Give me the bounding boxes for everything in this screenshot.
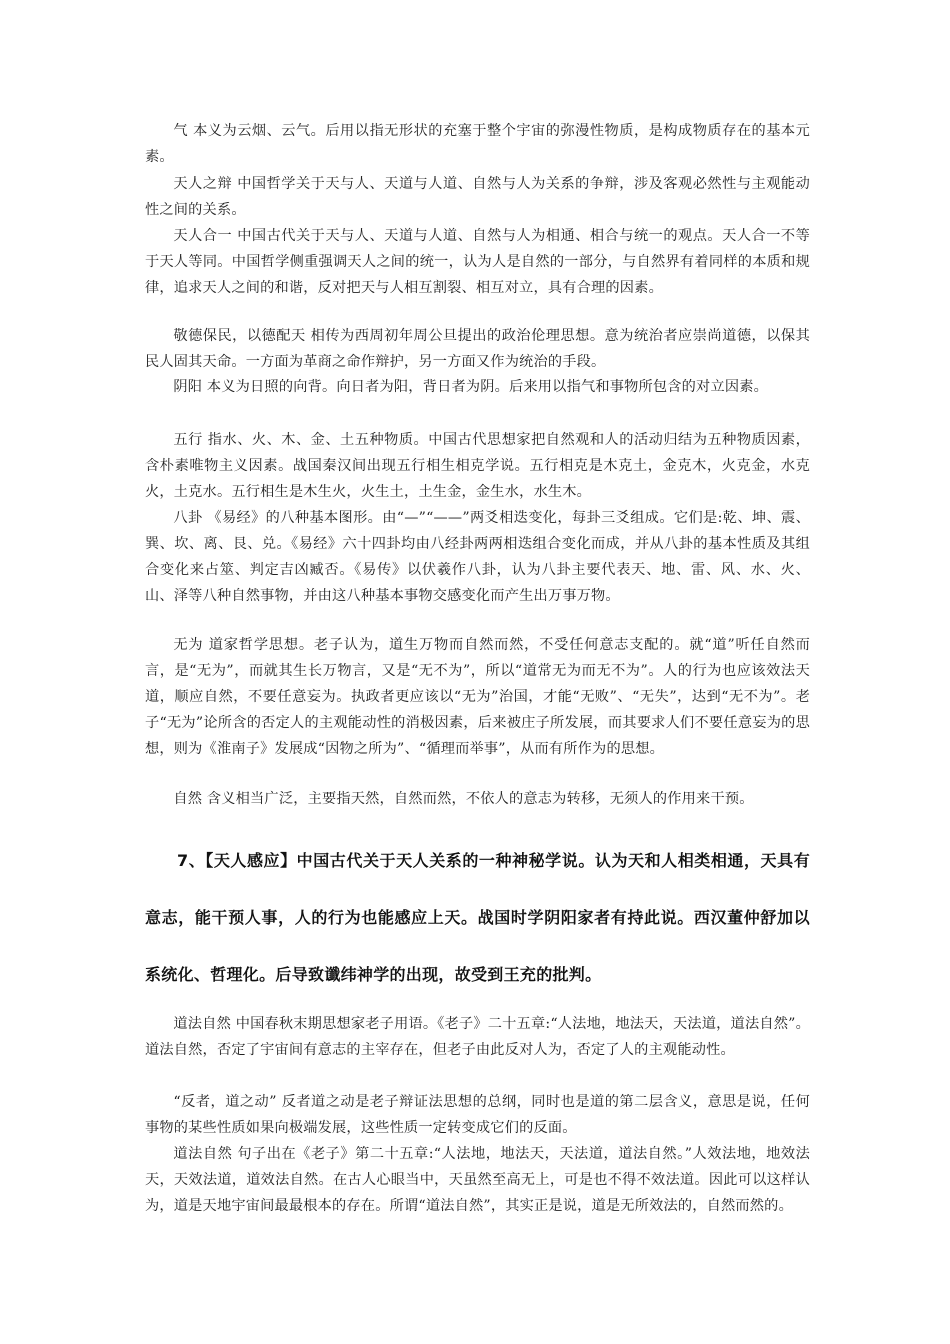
paragraph-wuxing: 五行 指水、火、木、金、土五种物质。中国古代思想家把自然观和人的活动归结为五种物质因素，含朴素唯物主义因素。战国秦汉间出现五行相生相克学说。五行相克是木克土，金克木，火克金，水克火，土克水。五行相生是木生火，火生土，土生金，金生水，水生木。	[145, 432, 810, 500]
paragraph-yinyang: 阴阳 本义为日照的向背。向日者为阳，背日者为阴。后来用以指气和事物所包含的对立因素。	[173, 379, 768, 395]
paragraph-daofa-ziran-2: 道法自然 句子出在《老子》第二十五章:“人法地，地法天，天法道，道法自然。”人效法地，地效法天，天效法道，道效法自然。在古人心眼当中，天虽然至高无上，可是也不得不效法道。因此可以这样认为，道是天地宇宙间最最根本的存在。所谓“道法自然”，其实正是说，道是无所效法的，自然而然的。	[145, 1146, 810, 1214]
paragraph-ziran: 自然 含义相当广泛，主要指天然，自然而然，不依人的意志为转移，无须人的作用来干预。	[173, 791, 754, 807]
paragraph-fanzhe-daozhidong: “反者，道之动” 反者道之动是老子辩证法思想的总纲，同时也是道的第二层含义，意思是说，任何事物的某些性质如果向极端发展，这些性质一定转变成它们的反面。	[145, 1094, 810, 1136]
paragraph-wuwei: 无为 道家哲学思想。老子认为，道生万物而自然而然，不受任何意志支配的。就“道”听任自然而言，是“无为”，而就其生长万物言，又是“无不为”，所以“道常无为而无不为”。人的行为也应该效法天道，顺应自然，不要任意妄为。执政者更应该以“无为”治国，才能“无败”、“无失”，达到“无不为”。老子“无为”论所含的否定人的主观能动性的消极因素，后来被庄子所发展，而其要求人们不要任意妄为的思想，则为《淮南子》发展成“因物之所为”、“循理而举事”，从而有所作为的思想。	[145, 637, 810, 757]
paragraph-bagua: 八卦 《易经》的八种基本图形。由“—”“——”两爻相迭变化，每卦三爻组成。它们是:乾、坤、震、巽、坎、离、艮、兑。《易经》六十四卦均由八经卦两两相迭组合变化而成，并从八卦的基本性质及其组合变化来占筮、判定吉凶臧否。《易传》以伏羲作八卦，认为八卦主要代表天、地、雷、风、水、火、山、泽等八种自然事物，并由这八种基本事物交感变化而产生出万事万物。	[145, 510, 810, 604]
paragraph-tianren-heyi: 天人合一 中国古代关于天与人、天道与人道、自然与人为相通、相合与统一的观点。天人合一不等于天人等同。中国哲学侧重强调天人之间的统一，认为人是自然的一部分，与自然界有着同样的本质和规律，追求天人之间的和谐，反对把天与人相互割裂、相互对立，具有合理的因素。	[145, 228, 810, 296]
paragraph-qi: 气 本义为云烟、云气。后用以指无形状的充塞于整个宇宙的弥漫性物质，是构成物质存在的基本元素。	[145, 123, 810, 165]
paragraph-daofa-ziran: 道法自然 中国春秋末期思想家老子用语。《老子》二十五章:“人法地，地法天，天法道，道法自然”。道法自然，否定了宇宙间有意志的主宰存在，但老子由此反对人为，否定了人的主观能动性。	[145, 1016, 810, 1058]
heading-tianren-ganying: 7、【天人感应】中国古代关于天人关系的一种神秘学说。认为天和人相类相通，天具有意志，能干预人事，人的行为也能感应上天。战国时学阴阳家者有持此说。西汉董仲舒加以系统化、哲理化。后导致谶纬神学的出现，故受到王充的批判。	[145, 851, 810, 984]
paragraph-jingde-baomin: 敬德保民，以德配天 相传为西周初年周公旦提出的政治伦理思想。意为统治者应崇尚道德，以保其民人固其天命。一方面为革商之命作辩护，另一方面又作为统治的手段。	[145, 328, 810, 370]
paragraph-tianren-zhibian: 天人之辩 中国哲学关于天与人、天道与人道、自然与人为关系的争辩，涉及客观必然性与主观能动性之间的关系。	[145, 176, 810, 218]
